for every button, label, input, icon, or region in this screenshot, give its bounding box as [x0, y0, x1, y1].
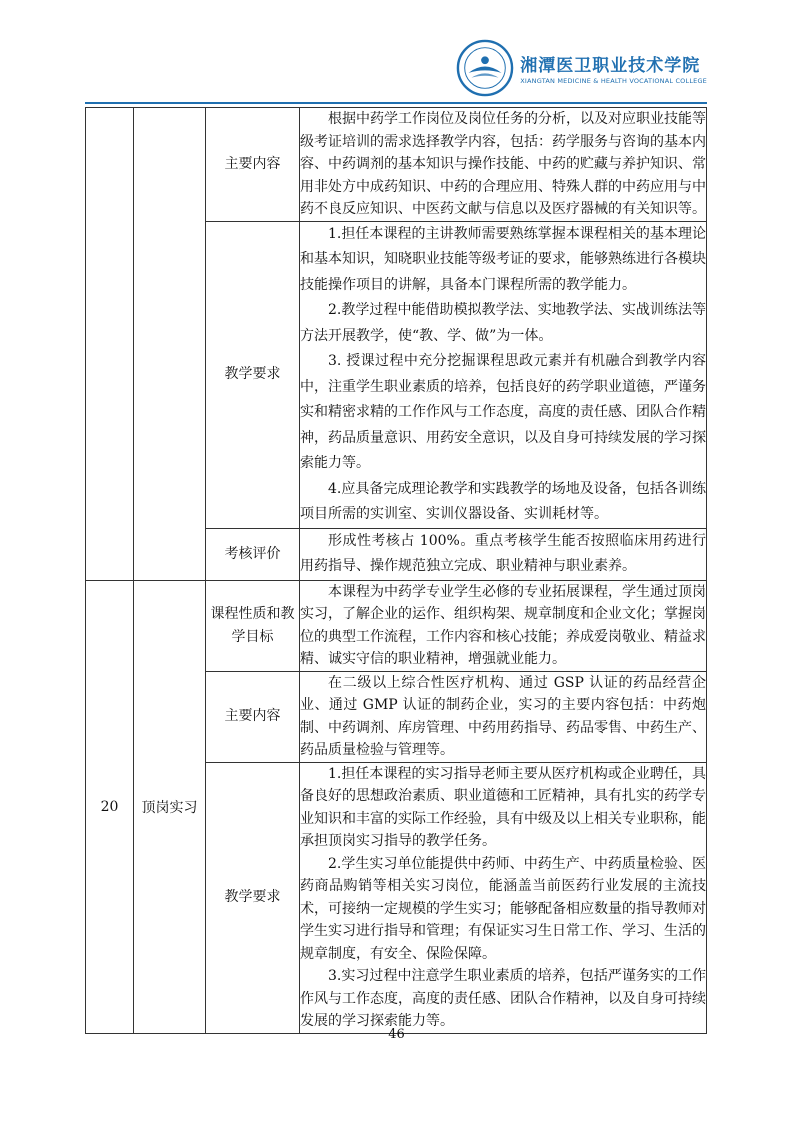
content-paragraph: 在二级以上综合性医疗机构、通过 GSP 认证的药品经营企业、通过 GMP 认证的制药企业，实习的主要内容包括：中药炮制、中药调剂、库房管理、中药用药指导、药品零售、中药生产、药品质量检验与管理等。 [300, 674, 706, 759]
row-label: 考核评价 [206, 528, 300, 580]
college-name-en: XIANGTAN MEDICINE & HEALTH VOCATIONAL COLLEGE [520, 77, 707, 85]
row-content [300, 671, 707, 762]
college-name: 湘潭医卫职业技术学院 [520, 56, 701, 76]
content-paragraph: 1.担任本课程的主讲教师需要熟练掌握本课程相关的基本理论和基本知识，知晓职业技能等级考证的要求，能够熟练进行各模块技能操作项目的讲解，具备本门课程所需的教学能力。 [300, 225, 706, 293]
course-number-cell [86, 108, 134, 581]
row-content [300, 221, 707, 528]
row-label: 课程性质和教学目标 [206, 580, 300, 671]
row-content [300, 528, 707, 580]
course-name: 顶岗实习 [134, 580, 206, 1033]
row-content [300, 108, 707, 222]
page-header [85, 36, 707, 104]
row-label: 主要内容 [206, 671, 300, 762]
content-paragraph: 2.教学过程中能借助模拟教学法、实地教学法、实战训练法等方法开展教学，使“教、学、做”为一体。 [300, 302, 706, 344]
table-row [86, 580, 707, 671]
content-paragraph: 1.担任本课程的实习指导老师主要从医疗机构或企业聘任，具备良好的思想政治素质、职业道德和工匠精神，具有扎实的药学专业知识和丰富的实际工作经验，具有中级及以上相关专业职称，能承担顶岗实习指导的教学任务。 [300, 765, 706, 850]
content-paragraph: 3.实习过程中注意学生职业素质的培养，包括严谨务实的工作作风与工作态度，高度的责任感、团队合作精神，以及自身可持续发展的学习探索能力等。 [300, 968, 706, 1030]
course-table [85, 107, 707, 1034]
header-divider [85, 102, 707, 104]
content-paragraph: 3. 授课过程中充分挖掘课程思政元素并有机融合到教学内容中，注重学生职业素质的培养，包括良好的药学职业道德，严谨务实和精密求精的工作作风与工作态度，高度的责任感、团队合作精神，药品质量意识、用药安全意识，以及自身可持续发展的学习探索能力等。 [300, 353, 706, 472]
college-logo [456, 38, 707, 98]
course-number: 20 [86, 580, 134, 1033]
course-name-cell [134, 108, 206, 581]
content-paragraph: 根据中药学工作岗位及岗位任务的分析，以及对应职业技能等级考证培训的需求选择教学内容，包括：药学服务与咨询的基本内容、中药调剂的基本知识与操作技能、中药的贮藏与养护知识、常用非处方中成药知识、中药的合理应用、特殊人群的中药应用与中药不良反应知识、中医药文献与信息以及医疗器械的有关知识等。 [300, 111, 706, 218]
row-label: 教学要求 [206, 762, 300, 1033]
content-paragraph: 本课程为中药学专业学生必修的专业拓展课程，学生通过顶岗实习，了解企业的运作、组织构架、规章制度和企业文化；掌握岗位的典型工作流程，工作内容和核心技能；养成爱岗敬业、精益求精、诚实守信的职业精神，增强就业能力。 [300, 583, 706, 668]
college-emblem-icon [456, 39, 514, 97]
row-content [300, 762, 707, 1033]
content-paragraph: 4.应具备完成理论教学和实践教学的场地及设备，包括各训练项目所需的实训室、实训仪器设备、实训耗材等。 [300, 480, 706, 523]
content-paragraph: 形成性考核占 100%。重点考核学生能否按照临床用药进行用药指导、操作规范独立完成、职业精神与职业素养。 [300, 532, 706, 575]
row-content [300, 580, 707, 671]
row-label: 主要内容 [206, 108, 300, 222]
row-label: 教学要求 [206, 221, 300, 528]
table-row [86, 108, 707, 222]
content-paragraph: 2.学生实习单位能提供中药师、中药生产、中药质量检验、医药商品购销等相关实习岗位，能涵盖当前医药行业发展的主流技术，可接纳一定规模的学生实习；能够配备相应数量的指导教师对学生实习进行指导和管理；有保证实习生日常工作、学习、生活的规章制度，有安全、保险保障。 [300, 855, 706, 962]
page-number: 46 [388, 1027, 405, 1042]
